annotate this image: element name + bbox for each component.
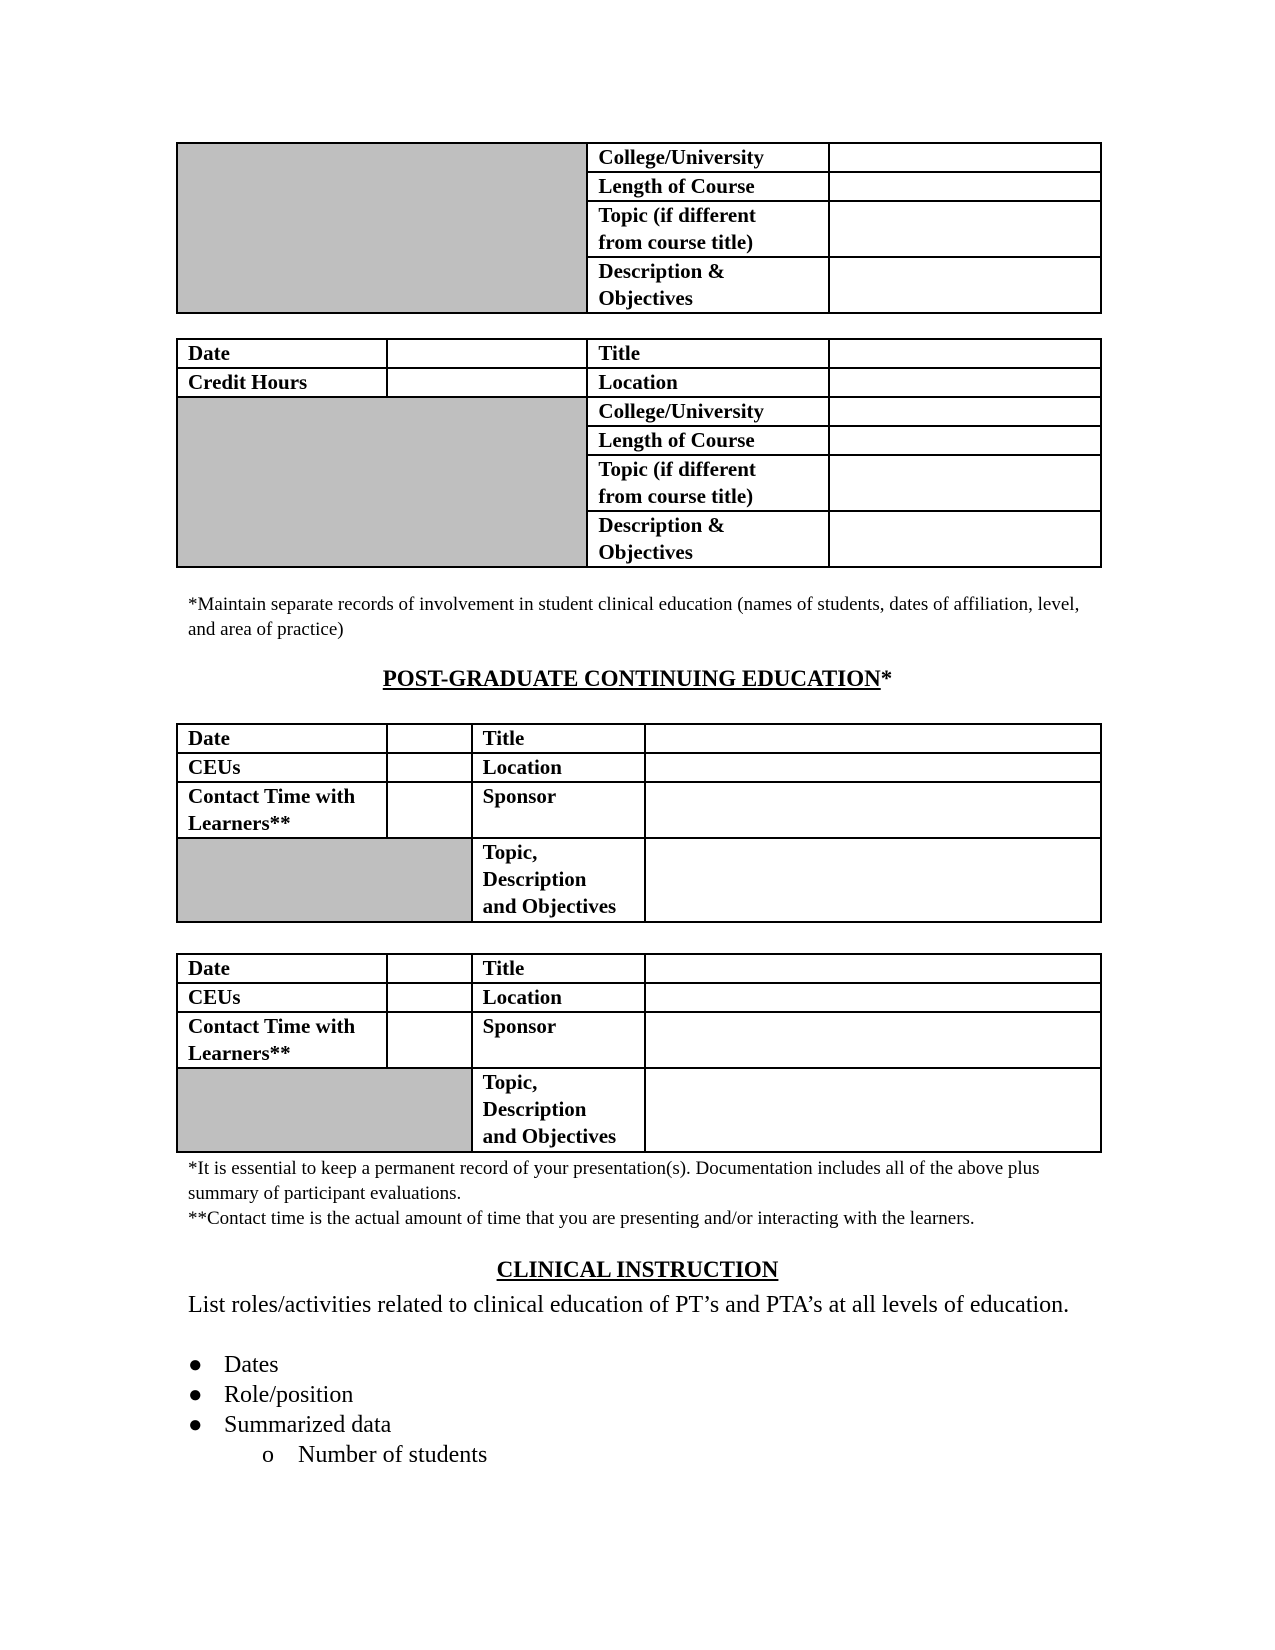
topic-field[interactable]	[829, 201, 1101, 257]
course-table	[176, 338, 1102, 568]
title-label: Title	[472, 724, 646, 753]
topic-label: Topic (if different from course title)	[587, 455, 829, 511]
length-label: Length of Course	[587, 426, 829, 455]
description-field[interactable]	[829, 257, 1101, 313]
date-field[interactable]	[387, 954, 471, 983]
continuing-education-table	[176, 953, 1102, 1153]
college-field[interactable]	[829, 143, 1101, 172]
ceus-field[interactable]	[387, 753, 471, 782]
post-graduate-heading: POST-GRADUATE CONTINUING EDUCATION*	[382, 666, 893, 691]
location-label: Location	[472, 983, 646, 1012]
length-label: Length of Course	[587, 172, 829, 201]
location-label: Location	[472, 753, 646, 782]
title-label: Title	[587, 339, 829, 368]
bullet-icon: ●	[188, 1352, 203, 1378]
course-table-continued	[176, 142, 1102, 314]
date-label: Date	[177, 339, 387, 368]
ceus-label: CEUs	[177, 983, 387, 1012]
description-label: Description & Objectives	[587, 257, 829, 313]
college-label: College/University	[587, 143, 829, 172]
contact-time-field[interactable]	[387, 1012, 471, 1068]
description-label: Description & Objectives	[587, 511, 829, 567]
location-field[interactable]	[829, 368, 1101, 397]
sponsor-field[interactable]	[645, 782, 1101, 838]
date-label: Date	[177, 724, 387, 753]
location-field[interactable]	[645, 753, 1101, 782]
length-field[interactable]	[829, 172, 1101, 201]
title-field[interactable]	[829, 339, 1101, 368]
contact-time-note: **Contact time is the actual amount of time that you are presenting and/or interacting with the learners.	[188, 1208, 975, 1229]
title-field[interactable]	[645, 954, 1101, 983]
ceus-field[interactable]	[387, 983, 471, 1012]
bullet-item: ● Dates	[188, 1352, 279, 1378]
sub-bullet-item: o Number of students	[262, 1442, 488, 1468]
topic-label: Topic (if different from course title)	[587, 201, 829, 257]
continuing-education-table	[176, 723, 1102, 923]
credit-hours-field[interactable]	[387, 368, 587, 397]
contact-time-label: Contact Time with Learners**	[177, 1012, 387, 1068]
shaded-cell	[177, 397, 587, 567]
topic-description-field[interactable]	[645, 1068, 1101, 1152]
contact-time-field[interactable]	[387, 782, 471, 838]
clinical-intro-text: List roles/activities related to clinical education of PT’s and PTA’s at all levels of education.	[188, 1292, 1070, 1318]
sponsor-label: Sponsor	[472, 1012, 646, 1068]
location-label: Location	[587, 368, 829, 397]
location-field[interactable]	[645, 983, 1101, 1012]
shaded-cell	[177, 1068, 472, 1152]
date-field[interactable]	[387, 724, 471, 753]
topic-description-field[interactable]	[645, 838, 1101, 922]
clinical-instruction-heading: CLINICAL INSTRUCTION	[496, 1257, 779, 1282]
length-field[interactable]	[829, 426, 1101, 455]
bullet-icon: ●	[188, 1412, 203, 1438]
shaded-cell	[177, 143, 587, 313]
date-field[interactable]	[387, 339, 587, 368]
bullet-item: ● Summarized data	[188, 1412, 392, 1438]
clinical-records-note: *Maintain separate records of involvement in student clinical education (names of students, dates of affiliation, level, and area of practice)	[188, 594, 1080, 640]
contact-time-label: Contact Time with Learners**	[177, 782, 387, 838]
college-field[interactable]	[829, 397, 1101, 426]
permanent-record-note: *It is essential to keep a permanent record of your presentation(s). Documentation includes all of the above plus summary of participant evaluations.	[188, 1158, 1040, 1204]
title-field[interactable]	[645, 724, 1101, 753]
date-label: Date	[177, 954, 387, 983]
title-label: Title	[472, 954, 646, 983]
sponsor-label: Sponsor	[472, 782, 646, 838]
circle-bullet-icon: o	[262, 1442, 274, 1468]
ceus-label: CEUs	[177, 753, 387, 782]
bullet-icon: ●	[188, 1382, 203, 1408]
college-label: College/University	[587, 397, 829, 426]
topic-field[interactable]	[829, 455, 1101, 511]
topic-description-label: Topic, Description and Objectives	[472, 838, 646, 922]
description-field[interactable]	[829, 511, 1101, 567]
shaded-cell	[177, 838, 472, 922]
topic-description-label: Topic, Description and Objectives	[472, 1068, 646, 1152]
bullet-item: ● Role/position	[188, 1382, 354, 1408]
sponsor-field[interactable]	[645, 1012, 1101, 1068]
credit-hours-label: Credit Hours	[177, 368, 387, 397]
